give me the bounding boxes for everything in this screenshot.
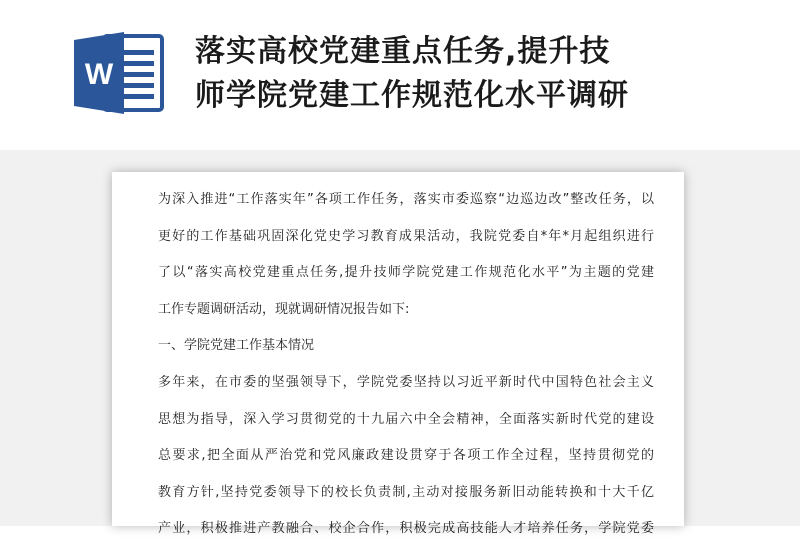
text-line: 更好的工作基础巩固深化党史学习教育成果活动，我院党委自*年*月起组织进行 <box>158 228 654 244</box>
text-line: 产业，积极推进产教融合、校企合作，积极完成高技能人才培养任务，学院党委 <box>158 521 654 537</box>
title-line-1: 落实高校党建重点任务,提升技 <box>195 34 611 69</box>
text-line: 多年来，在市委的坚强领导下，学院党委坚持以习近平新时代中国特色社会主义 <box>158 374 654 390</box>
title-line-2: 师学院党建工作规范化水平调研 <box>195 78 629 113</box>
section-heading: 一、学院党建工作基本情况 <box>158 338 315 354</box>
word-icon-letter: W <box>84 58 114 91</box>
word-doc-icon <box>70 30 166 116</box>
text-line: 工作专题调研活动，现就调研情况报告如下: <box>158 301 410 317</box>
text-line: 为深入推进“工作落实年”各项工作任务，落实市委巡察“边巡边改”整改任务，以 <box>158 192 654 207</box>
text-line: 教育方针,坚持党委领导下的校长负责制,主动对接服务新旧动能转换和十大千亿 <box>158 484 654 500</box>
text-line: 思想为指导，深入学习贯彻党的十九届六中全会精神，全面落实新时代党的建设 <box>158 411 654 427</box>
document-page <box>112 172 684 537</box>
text-line: 总要求,把全面从严治党和党风廉政建设贯穿于各项工作全过程，坚持贯彻党的 <box>158 448 654 464</box>
header <box>0 0 800 150</box>
page-title <box>195 30 795 118</box>
text-line: 了以“落实高校党建重点任务,提升技师学院党建工作规范化水平”为主题的党建 <box>158 265 654 281</box>
document-body <box>158 182 654 548</box>
